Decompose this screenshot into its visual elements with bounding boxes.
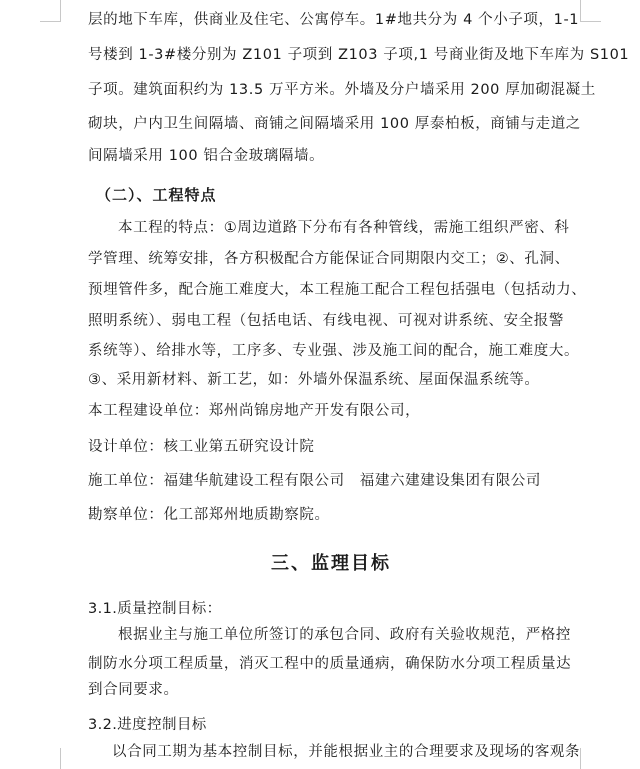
surveyor-unit: 勘察单位：化工部郑州地质勘察院。 (88, 507, 330, 523)
paragraph-line: 预埋管件多，配合施工难度大，本工程施工配合工程包括强电（包括动力、 (88, 282, 587, 298)
margin-guide-bottom-right (580, 748, 581, 769)
paragraph-line: 学管理、统筹安排，各方积极配合方能保证合同期限内交工；②、孔洞、 (88, 251, 570, 267)
margin-guide-top-left (40, 21, 61, 22)
section-heading-supervision-goals: 三、监理目标 (271, 553, 391, 574)
paragraph-line: 根据业主与施工单位所签订的承包合同、政府有关验收规范，严格控 (118, 627, 571, 643)
designer-unit: 设计单位：核工业第五研究设计院 (88, 439, 315, 455)
paragraph-line: 系统等）、给排水等，工序多、专业强、涉及施工间的配合，施工难度大。 (88, 343, 580, 359)
constructor-unit: 施工单位：福建华航建设工程有限公司 福建六建建设集团有限公司 (88, 473, 541, 489)
paragraph-line: 子项。建筑面积约为 13.5 万平方米。外墙及分户墙采用 200 厚加砌混凝土 (88, 82, 596, 98)
paragraph-line: 层的地下车库，供商业及住宅、公寓停车。1#地共分为 4 个小子项，1-1 (88, 12, 580, 28)
margin-guide-top-right (580, 0, 581, 22)
subsection-heading-quality-goal: 3.1.质量控制目标： (88, 601, 222, 617)
subsection-heading-schedule-goal: 3.2.进度控制目标 (88, 717, 207, 733)
builder-unit: 本工程建设单位：郑州尚锦房地产开发有限公司， (88, 403, 421, 419)
paragraph-line: 制防水分项工程质量，消灭工程中的质量通病，确保防水分项工程质量达 (88, 656, 572, 672)
section-heading-project-features: （二）、工程特点 (96, 186, 217, 204)
paragraph-line: ③、采用新材料、新工艺，如：外墙外保温系统、屋面保温系统等。 (88, 372, 540, 388)
paragraph-line: 到合同要求。 (88, 682, 179, 698)
margin-guide-top-right (580, 21, 601, 22)
paragraph-line: 间隔墙采用 100 铝合金玻璃隔墙。 (88, 148, 325, 164)
paragraph-line: 砌块，户内卫生间隔墙、商铺之间隔墙采用 100 厚泰柏板，商铺与走道之 (88, 116, 581, 132)
paragraph-line: 本工程的特点：①周边道路下分布有各种管线，需施工组织严密、科 (118, 220, 570, 236)
margin-guide-top-left (60, 0, 61, 22)
paragraph-line: 号楼到 1-3#楼分别为 Z101 子项到 Z103 子项,1 号商业街及地下车库为 S101 (88, 47, 630, 63)
paragraph-line: 照明系统）、弱电工程（包括电话、有线电视、可视对讲系统、安全报警 (88, 313, 564, 329)
margin-guide-bottom-left (60, 748, 61, 769)
paragraph-line: 以合同工期为基本控制目标，并能根据业主的合理要求及现场的客观条 (112, 744, 581, 760)
